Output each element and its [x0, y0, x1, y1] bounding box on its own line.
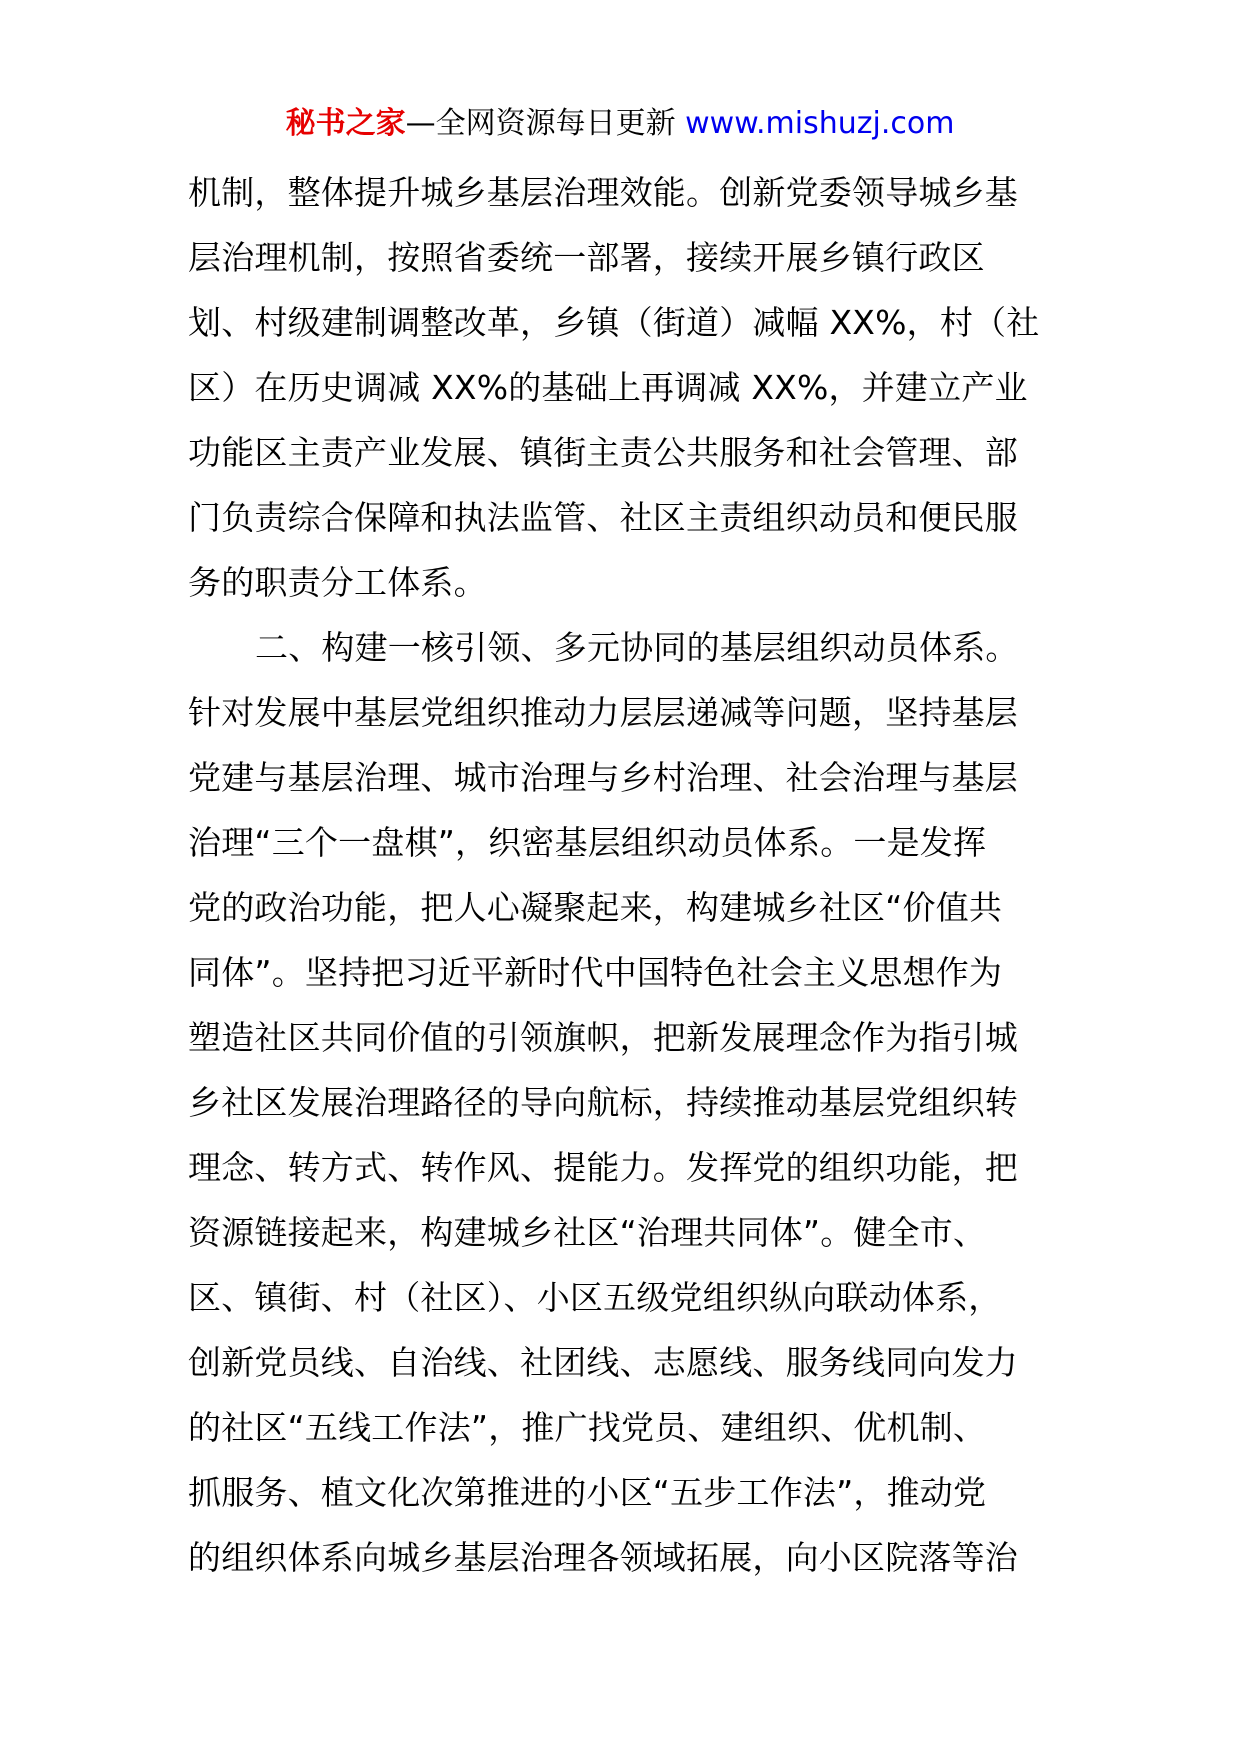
text-line: 机制，整体提升城乡基层治理效能。创新党委领导城乡基	[188, 173, 1018, 212]
text-line: 区）在历史调减 XX%的基础上再调减 XX%，并建立产业	[188, 368, 1028, 407]
text-line: 划、村级建制调整改革，乡镇（街道）减幅 XX%，村（社	[188, 303, 1040, 342]
text-line: 党的政治功能，把人心凝聚起来，构建城乡社区“价值共	[188, 888, 1003, 927]
text-line: 针对发展中基层党组织推动力层层递减等问题，坚持基层	[188, 693, 1018, 732]
text-line: 的组织体系向城乡基层治理各领域拓展，向小区院落等治	[188, 1538, 1018, 1577]
text-line: 层治理机制，按照省委统一部署，接续开展乡镇行政区	[188, 238, 985, 277]
text-line: 功能区主责产业发展、镇街主责公共服务和社会管理、部	[188, 433, 1018, 472]
text-line: 门负责综合保障和执法监管、社区主责组织动员和便民服	[188, 498, 1018, 537]
text-line: 资源链接起来，构建城乡社区“治理共同体”。健全市、	[188, 1213, 987, 1252]
header-tagline: —全网资源每日更新	[405, 106, 686, 141]
text-line: 理念、转方式、转作风、提能力。发挥党的组织功能，把	[188, 1148, 1018, 1187]
document-body	[188, 160, 1058, 1590]
header-brand: 秘书之家	[285, 106, 406, 141]
text-line: 区、镇街、村（社区）、小区五级党组织纵向联动体系，	[188, 1278, 1002, 1317]
text-line: 塑造社区共同价值的引领旗帜，把新发展理念作为指引城	[188, 1018, 1018, 1057]
header-site-link[interactable]: www.mishuzj.com	[685, 106, 955, 141]
text-line: 治理“三个一盘棋”，织密基层组织动员体系。一是发挥	[188, 823, 987, 862]
text-line: 乡社区发展治理路径的导向航标，持续推动基层党组织转	[188, 1083, 1018, 1122]
text-line: 抓服务、植文化次第推进的小区“五步工作法”，推动党	[188, 1473, 987, 1512]
text-line: 创新党员线、自治线、社团线、志愿线、服务线同向发力	[188, 1343, 1018, 1382]
text-line: 务的职责分工体系。	[188, 563, 487, 602]
page-header	[0, 104, 1240, 144]
text-line: 同体”。坚持把习近平新时代中国特色社会主义思想作为	[188, 953, 1003, 992]
section-heading: 二、构建一核引领、多元协同的基层组织动员体系。	[255, 628, 1019, 667]
text-line: 党建与基层治理、城市治理与乡村治理、社会治理与基层	[188, 758, 1018, 797]
text-line: 的社区“五线工作法”，推广找党员、建组织、优机制、	[188, 1408, 987, 1447]
